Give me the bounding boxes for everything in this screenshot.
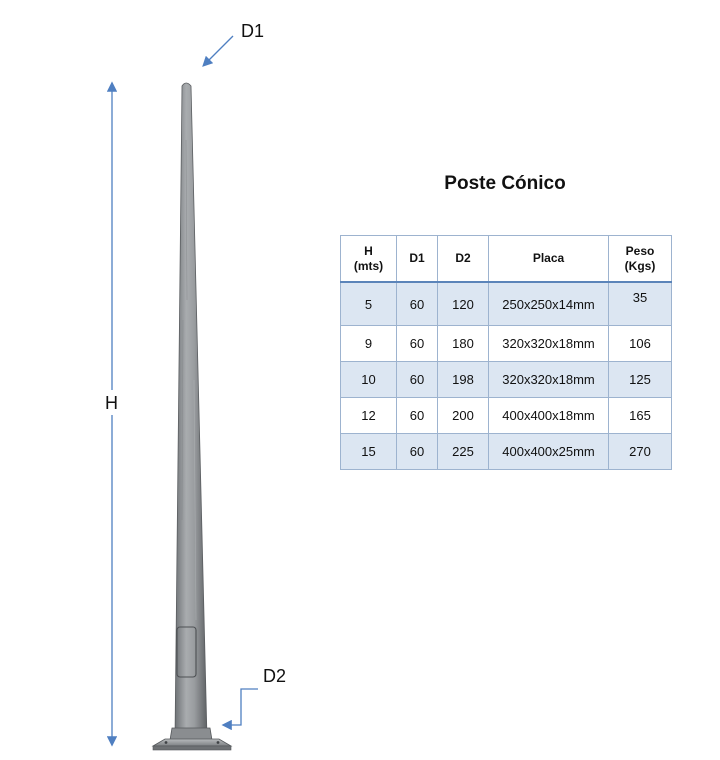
cell-d1: 60	[397, 434, 438, 470]
cell-d1: 60	[397, 362, 438, 398]
cell-d2: 180	[438, 326, 489, 362]
table-row	[341, 398, 672, 434]
header-h	[341, 236, 397, 283]
d2-label: D2	[263, 666, 287, 686]
conical-pole	[170, 83, 212, 740]
cell-h: 12	[341, 398, 397, 434]
header-d2-text: D2	[455, 251, 471, 265]
header-h-line1: H	[364, 243, 373, 258]
table-title: Poste Cónico	[444, 173, 566, 194]
cell-d2: 198	[438, 362, 489, 398]
cell-d1: 60	[397, 326, 438, 362]
header-placa-text: Placa	[532, 251, 565, 265]
table-row	[341, 434, 672, 470]
d2-pointer-arrow	[224, 689, 258, 725]
cell-d2: 225	[438, 434, 489, 470]
header-peso	[609, 236, 672, 283]
table-row	[341, 326, 672, 362]
cell-placa: 320x320x18mm	[489, 326, 609, 362]
cell-peso: 106	[609, 326, 672, 362]
d1-label: D1	[241, 21, 265, 41]
header-peso-line1: Peso	[625, 243, 655, 258]
cell-h: 10	[341, 362, 397, 398]
header-h-line2: (mts)	[353, 258, 384, 273]
header-peso-line2: (Kgs)	[624, 258, 656, 273]
table-row	[341, 362, 672, 398]
d1-pointer-arrow	[204, 36, 233, 65]
height-label: H	[105, 393, 118, 413]
cell-peso: 125	[609, 362, 672, 398]
cell-placa: 400x400x25mm	[489, 434, 609, 470]
cell-peso: 270	[609, 434, 672, 470]
cell-d2: 120	[438, 282, 489, 326]
spec-table	[340, 235, 672, 470]
cell-placa: 400x400x18mm	[489, 398, 609, 434]
cell-peso: 165	[609, 398, 672, 434]
cell-h: 5	[341, 282, 397, 326]
cell-h: 9	[341, 326, 397, 362]
cell-h: 15	[341, 434, 397, 470]
header-d1	[397, 236, 438, 283]
cell-placa: 320x320x18mm	[489, 362, 609, 398]
cell-d1: 60	[397, 398, 438, 434]
cell-placa: 250x250x14mm	[489, 282, 609, 326]
base-plate	[153, 739, 231, 750]
header-placa	[489, 236, 609, 283]
table-header-row	[341, 236, 672, 283]
table-row	[341, 282, 672, 326]
header-d1-text: D1	[409, 251, 425, 265]
header-d2	[438, 236, 489, 283]
cell-peso: 35	[609, 282, 672, 326]
cell-d1: 60	[397, 282, 438, 326]
cell-d2: 200	[438, 398, 489, 434]
